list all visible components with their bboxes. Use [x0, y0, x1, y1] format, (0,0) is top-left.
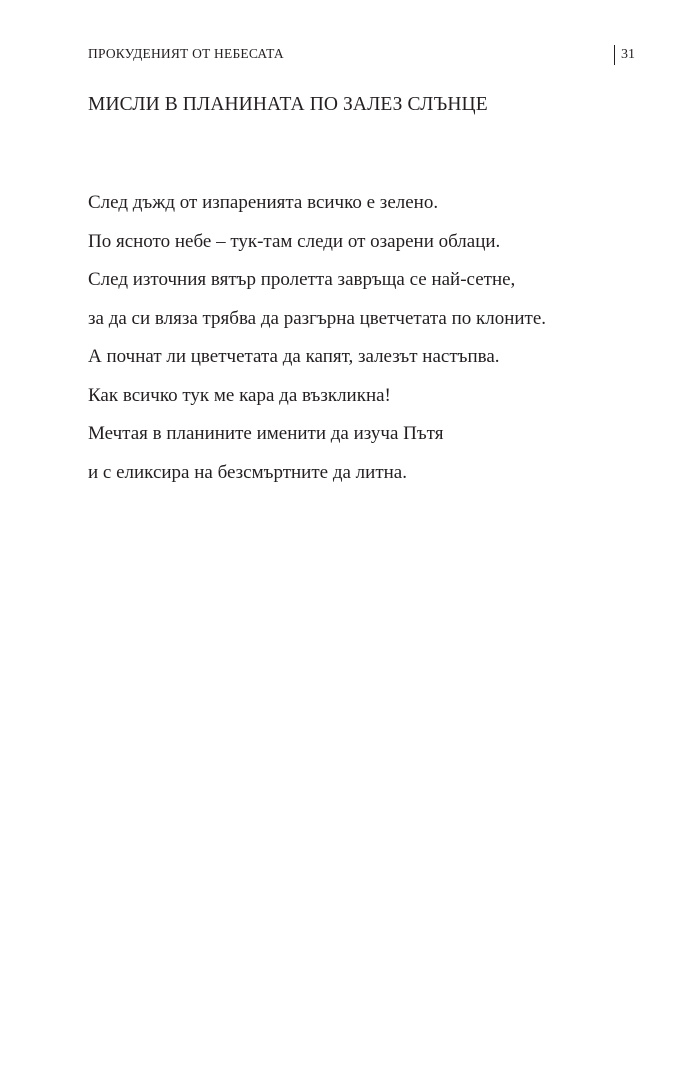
poem-line: След дъжд от изпаренията всичко е зелено.	[88, 192, 439, 213]
poem-line: А почнат ли цветчетата да капят, залезът настъпва.	[88, 346, 500, 367]
poem-line: за да си вляза трябва да разгърна цветчетата по клоните.	[88, 307, 547, 329]
poem-line: и с еликсира на безсмъртните да литна.	[88, 461, 407, 483]
poem-line: По ясното небе – тук-там следи от озарени облаци.	[88, 230, 501, 252]
poem-line: Мечтая в планините именити да изуча Пътя	[88, 423, 444, 444]
page-number-block	[614, 44, 635, 66]
running-header: ПРОКУДЕНИЯТ ОТ НЕБЕСАТА	[88, 46, 284, 61]
page-number: 31	[621, 47, 635, 62]
poem-title: МИСЛИ В ПЛАНИНАТА ПО ЗАЛЕЗ СЛЪНЦЕ	[88, 94, 488, 115]
poem-line: След източния вятър пролетта завръща се най-сетне,	[88, 269, 516, 290]
poem-body	[88, 184, 546, 492]
folio-divider	[614, 45, 615, 65]
poem-line: Как всичко тук ме кара да възкликна!	[88, 384, 391, 406]
